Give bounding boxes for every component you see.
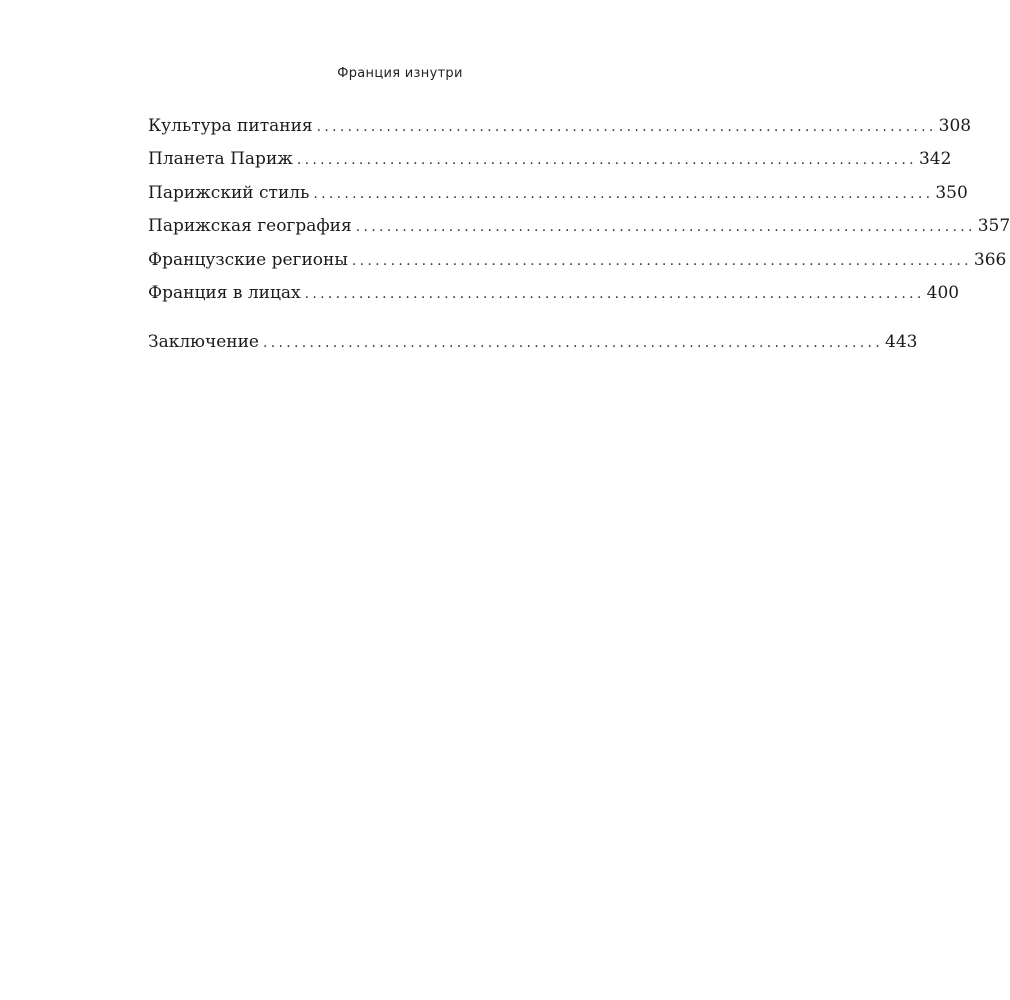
toc-dot-leader: ................................................................................ — [355, 219, 976, 236]
toc-entry-title: Парижский стиль — [148, 182, 310, 203]
toc-dot-leader: ................................................................................ — [313, 185, 934, 202]
toc-entry-title: Парижская география — [148, 216, 352, 237]
toc-entry — [148, 329, 918, 362]
toc-dot-leader: ................................................................................ — [296, 152, 917, 169]
toc-dot-leader: ................................................................................ — [316, 119, 937, 135]
toc-entry-title: Заключение — [148, 332, 259, 353]
toc-entry-title: Планета Париж — [148, 149, 293, 170]
toc-entry-page: 342 — [918, 149, 952, 170]
toc-entry-page: 366 — [973, 249, 1007, 270]
toc-dot-leader: ................................................................................ — [351, 252, 972, 269]
running-header: Франция изнутри — [337, 66, 463, 81]
toc-entry — [148, 280, 960, 313]
toc-dot-leader: ................................................................................ — [262, 335, 883, 352]
toc-entry-title: Французские регионы — [148, 249, 348, 270]
toc-entry-page: 400 — [926, 282, 960, 303]
toc-entry-title: Культура питания — [148, 116, 313, 136]
table-of-contents — [148, 113, 1010, 363]
toc-entry-page: 357 — [977, 216, 1010, 237]
toc-entry — [148, 146, 952, 179]
toc-entry — [148, 247, 1007, 280]
toc-entry-title: Франция в лицах — [148, 282, 301, 303]
toc-entry-page: 308 — [938, 116, 972, 136]
toc-entry-page: 443 — [885, 332, 918, 353]
toc-entry — [148, 180, 968, 213]
toc-entry — [148, 113, 972, 146]
toc-entry-page: 350 — [935, 182, 968, 203]
toc-dot-leader: ................................................................................ — [304, 285, 925, 302]
toc-entry — [148, 213, 1010, 246]
